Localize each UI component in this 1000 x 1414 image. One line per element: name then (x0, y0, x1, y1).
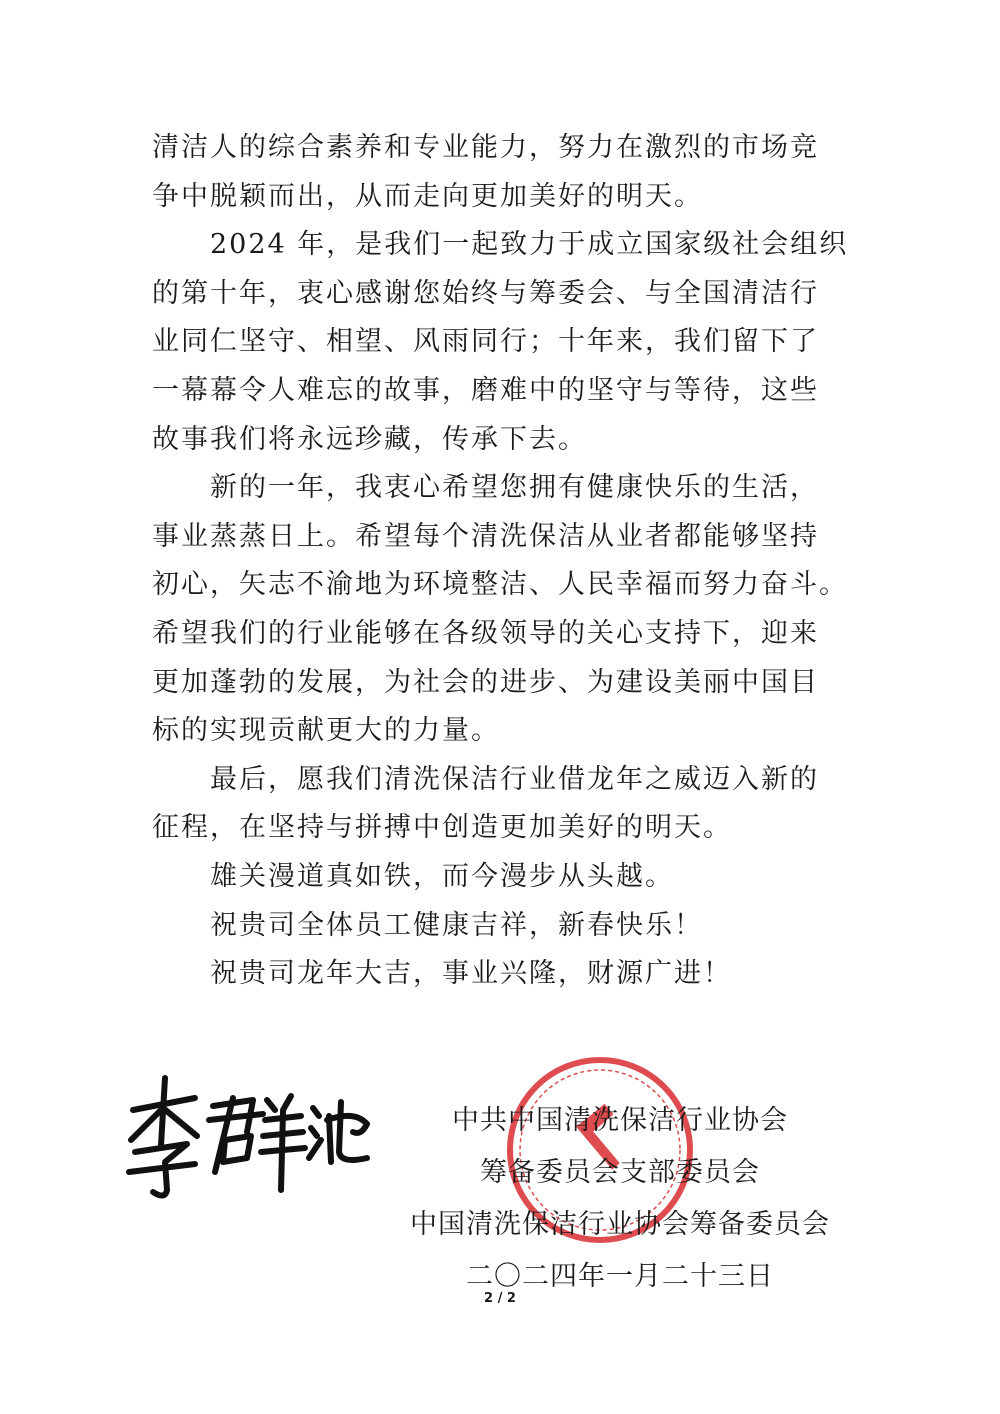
paragraph-2 (152, 221, 852, 464)
text-line: 希望我们的行业能够在各级领导的关心支持下，迎来 (152, 617, 819, 649)
text-line: 祝贵司全体员工健康吉祥，新春快乐！ (210, 909, 703, 941)
text-line: 征程，在坚持与拼搏中创造更加美好的明天。 (152, 812, 732, 844)
text-line: 的第十年，衷心感谢您始终与筹委会、与全国清洁行 (152, 277, 819, 309)
text-line: 更加蓬勃的发展，为社会的进步、为建设美丽中国目 (152, 666, 819, 698)
text-line: 一幕幕令人难忘的故事，磨难中的坚守与等待，这些 (152, 374, 819, 406)
text-line: 祝贵司龙年大吉，事业兴隆，财源广进！ (210, 958, 732, 990)
text-line: 新的一年，我衷心希望您拥有健康快乐的生活， (210, 472, 819, 504)
org-name-line-1: 中共中国清洗保洁行业协会 (452, 1105, 788, 1136)
organization-block (380, 1095, 860, 1303)
text-line: 最后，愿我们清洗保洁行业借龙年之威迈入新的 (210, 763, 819, 795)
text-line: 事业蒸蒸日上。希望每个清洗保洁从业者都能够坚持 (152, 520, 819, 552)
text-line: 雄关漫道真如铁，而今漫步从头越。 (210, 860, 674, 892)
letter-date: 二〇二四年一月二十三日 (466, 1261, 774, 1292)
paragraph-5 (152, 853, 852, 902)
paragraph-7 (152, 950, 852, 999)
text-line: 2024 年，是我们一起致力于成立国家级社会组织 (210, 229, 849, 261)
org-name-line-3: 中国清洗保洁行业协会筹备委员会 (410, 1209, 830, 1240)
text-line: 初心，矢志不渝地为环境整洁、人民幸福而努力奋斗。 (152, 569, 848, 601)
page-number: 2 / 2 (484, 1291, 516, 1306)
text-line: 标的实现贡献更大的力量。 (152, 715, 500, 747)
text-line: 清洁人的综合素养和专业能力，努力在激烈的市场竞 (152, 132, 819, 163)
signature-image (105, 1040, 375, 1210)
paragraph-3 (152, 464, 852, 756)
org-name-line-2: 筹备委员会支部委员会 (480, 1157, 760, 1188)
text-line: 业同仁坚守、相望、风雨同行；十年来，我们留下了 (152, 326, 819, 358)
text-line: 故事我们将永远珍藏，传承下去。 (152, 423, 587, 455)
paragraph-1 (152, 124, 852, 221)
paragraph-4 (152, 756, 852, 853)
paragraph-6 (152, 902, 852, 951)
text-line: 争中脱颖而出，从而走向更加美好的明天。 (152, 180, 703, 212)
letter-body (152, 124, 852, 999)
